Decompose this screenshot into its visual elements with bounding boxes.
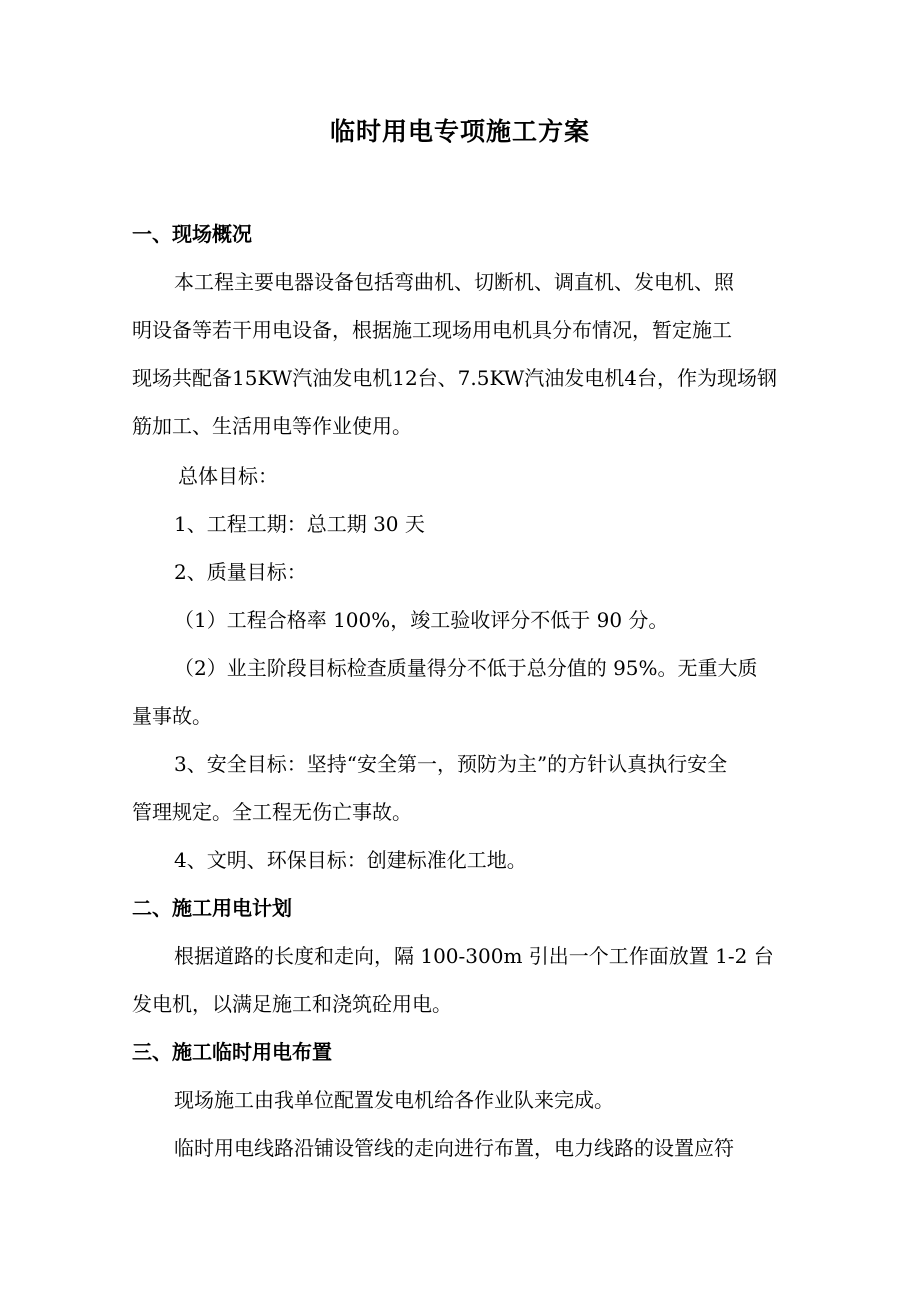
goal-item-safety: 3、安全目标：坚持“安全第一，预防为主”的方针认真执行安全 — [174, 752, 728, 776]
paragraph-line: 现场施工由我单位配置发电机给各作业队来完成。 — [174, 1088, 614, 1112]
section-heading-site-overview: 一、现场概况 — [132, 222, 252, 246]
paragraph-line: 明设备等若干用电设备，根据施工现场用电机具分布情况，暂定施工 — [132, 318, 732, 342]
paragraph-line: 现场共配备15KW汽油发电机12台、7.5KW汽油发电机4台，作为现场钢 — [132, 366, 777, 390]
section-heading-power-plan: 二、施工用电计划 — [132, 896, 292, 920]
goal-item-schedule: 1、工程工期：总工期 30 天 — [174, 512, 425, 536]
goal-subitem-owner-check: （2）业主阶段目标检查质量得分不低于总分值的 95%。无重大质 — [174, 656, 758, 680]
paragraph-line: 根据道路的长度和走向，隔 100-300m 引出一个工作面放置 1-2 台 — [174, 944, 774, 968]
paragraph-line: 本工程主要电器设备包括弯曲机、切断机、调直机、发电机、照 — [174, 270, 734, 294]
goals-label: 总体目标： — [178, 464, 278, 488]
goal-item-quality: 2、质量目标： — [174, 560, 307, 584]
paragraph-line: 管理规定。全工程无伤亡事故。 — [132, 800, 412, 824]
paragraph-line: 临时用电线路沿铺设管线的走向进行布置，电力线路的设置应符 — [174, 1136, 734, 1160]
document-title: 临时用电专项施工方案 — [329, 117, 590, 146]
paragraph-line: 量事故。 — [132, 704, 212, 728]
paragraph-line: 筋加工、生活用电等作业使用。 — [132, 414, 412, 438]
paragraph-line: 发电机，以满足施工和浇筑砼用电。 — [132, 992, 452, 1016]
goal-item-civilization: 4、文明、环保目标：创建标准化工地。 — [174, 848, 527, 872]
goal-subitem-pass-rate: （1）工程合格率 100%，竣工验收评分不低于 90 分。 — [174, 608, 669, 632]
section-heading-power-layout: 三、施工临时用电布置 — [132, 1040, 332, 1064]
